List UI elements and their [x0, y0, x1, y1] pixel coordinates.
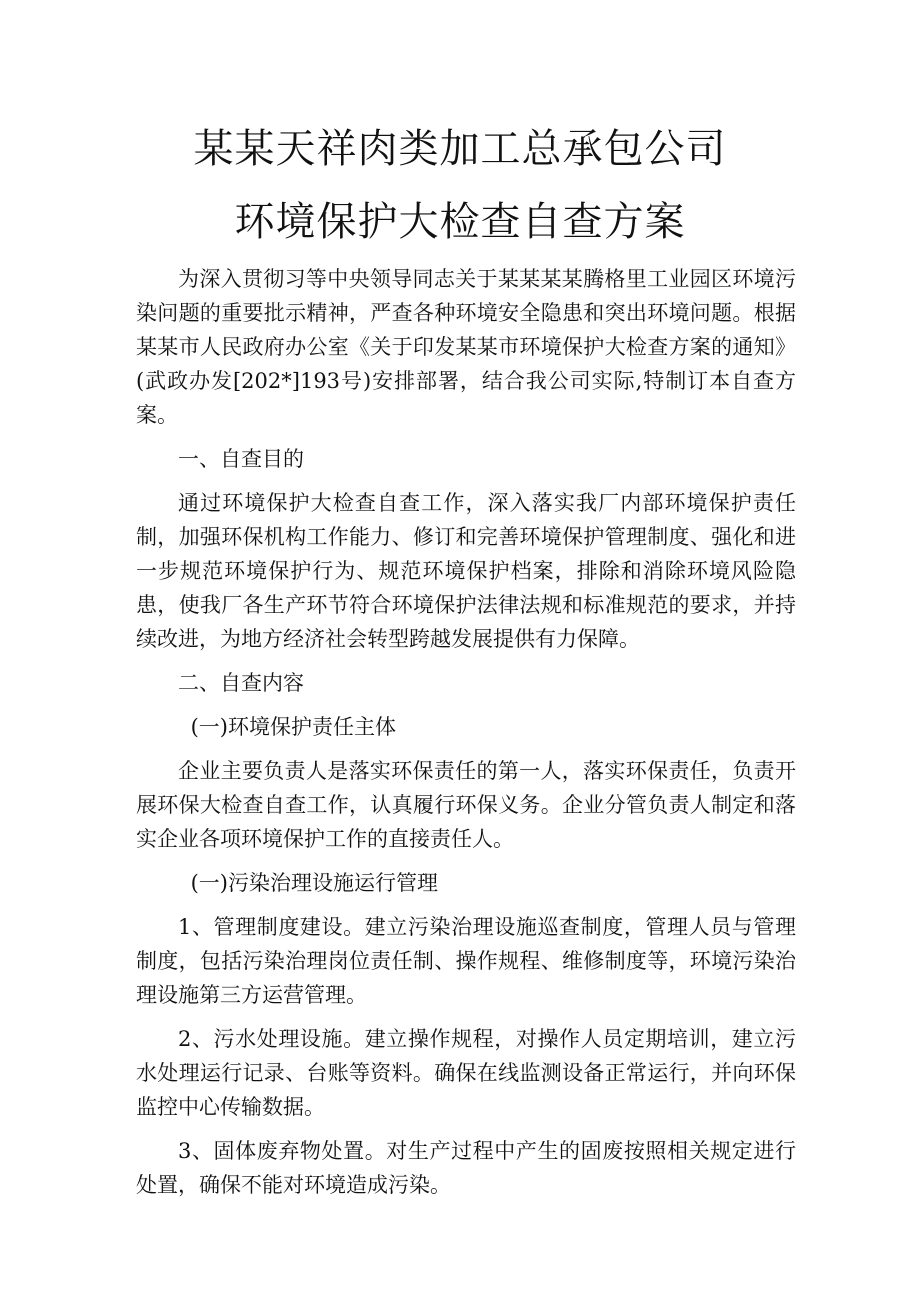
- list-item-1: 1、管理制度建设。建立污染治理设施巡查制度，管理人员与管理制度，包括污染治理岗位责任制、操作规程、维修制度等，环境污染治理设施第三方运营管理。: [136, 915, 796, 1007]
- document-title-line1: 某某天祥肉类加工总承包公司: [193, 126, 727, 172]
- document-title-line2: 环境保护大检查自查方案: [234, 199, 686, 245]
- document-body: [136, 262, 796, 1202]
- subsection1-heading: (一)环境保护责任主体: [190, 715, 396, 739]
- subsection2-heading: (一)污染治理设施运行管理: [190, 871, 438, 895]
- list-item-3: 3、固体废弃物处置。对生产过程中产生的固废按照相关规定进行处置，确保不能对环境造成污染。: [136, 1139, 796, 1197]
- intro-paragraph: 为深入贯彻习等中央领导同志关于某某某某腾格里工业园区环境污染问题的重要批示精神，严查各种环境安全隐患和突出环境问题。根据某某市人民政府办公室《关于印发某某市环境保护大检查方案的通知》(武政办发[202*]193号)安排部署，结合我公司实际,特制订本自查方案。: [136, 267, 796, 427]
- section2-heading: 二、自查内容: [178, 671, 304, 695]
- section1-heading: 一、自查目的: [178, 447, 304, 471]
- subsection1-paragraph: 企业主要负责人是落实环保责任的第一人，落实环保责任，负责开展环保大检查自查工作，认真履行环保义务。企业分管负责人制定和落实企业各项环境保护工作的直接责任人。: [136, 759, 796, 851]
- list-item-2: 2、污水处理设施。建立操作规程，对操作人员定期培训，建立污水处理运行记录、台账等资料。确保在线监测设备正常运行，并向环保监控中心传输数据。: [136, 1027, 796, 1119]
- section1-paragraph: 通过环境保护大检查自查工作，深入落实我厂内部环境保护责任制，加强环保机构工作能力、修订和完善环境保护管理制度、强化和进一步规范环境保护行为、规范环境保护档案，排除和消除环境风险隐患，使我厂各生产环节符合环境保护法律法规和标准规范的要求，并持续改进，为地方经济社会转型跨越发展提供有力保障。: [136, 491, 796, 651]
